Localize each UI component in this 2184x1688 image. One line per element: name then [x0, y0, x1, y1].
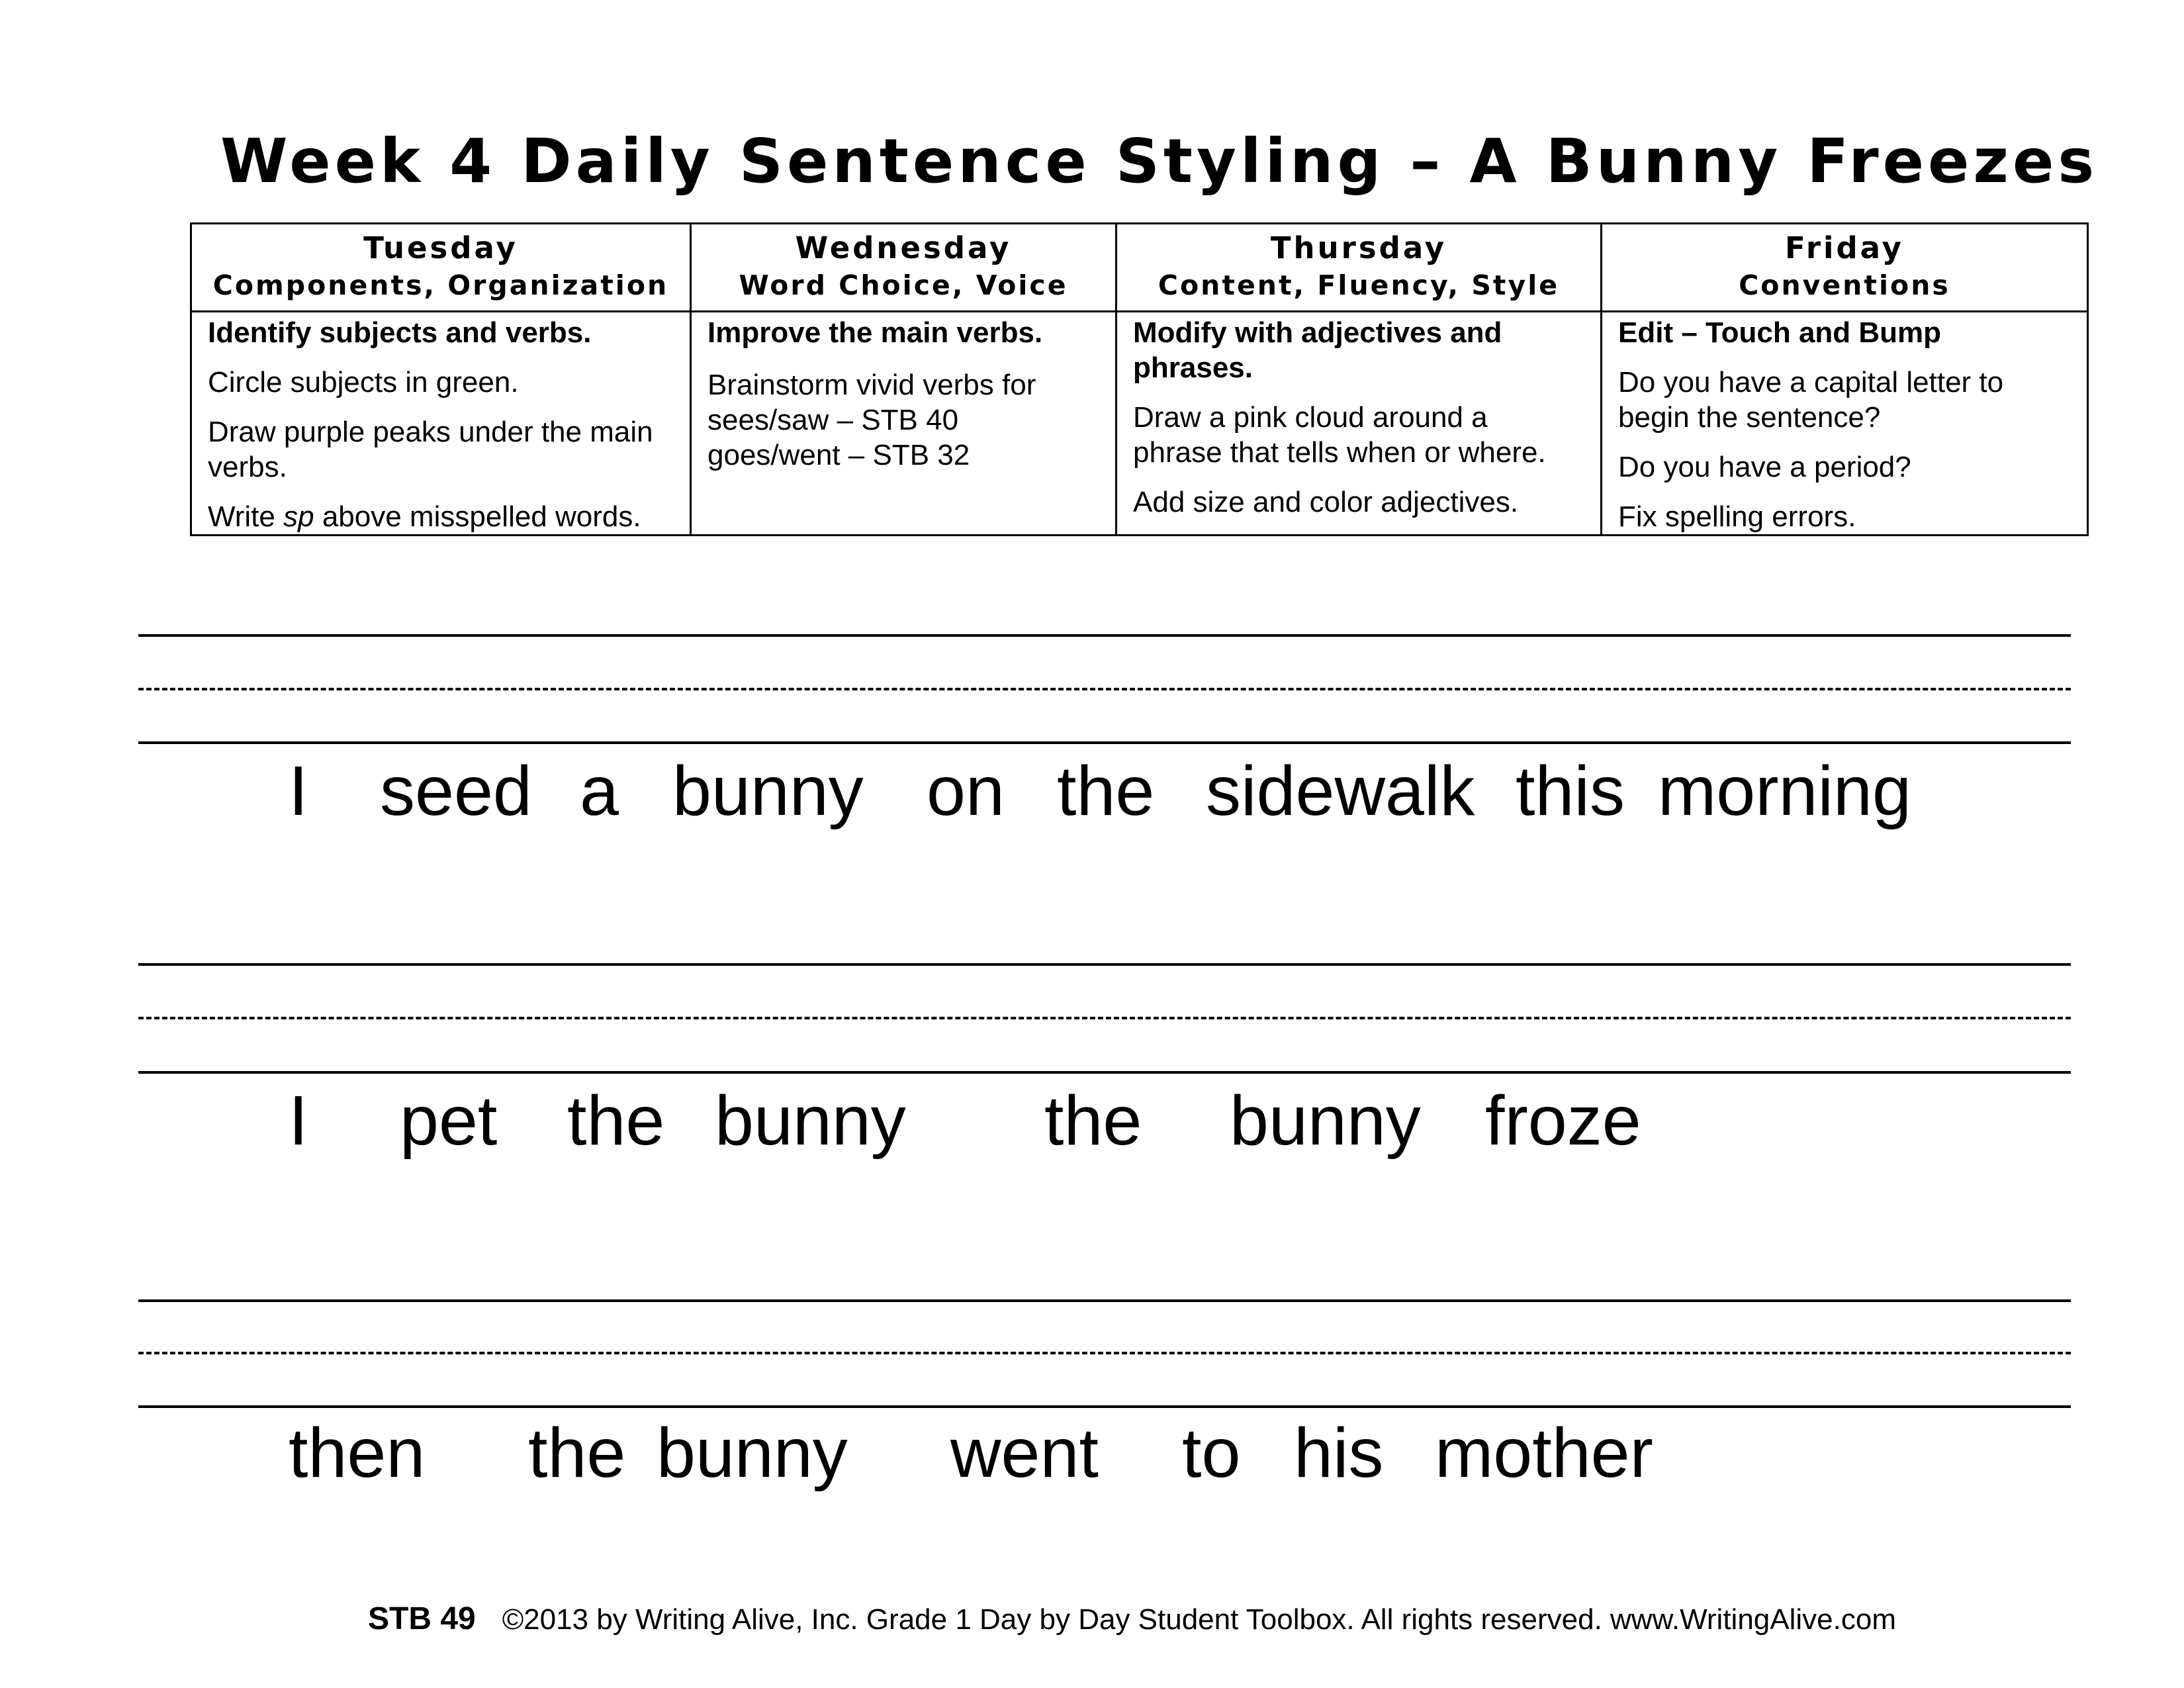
handwriting-top-line [138, 963, 2071, 966]
handwriting-base-line [138, 1405, 2071, 1408]
sentence-word: a [580, 752, 619, 830]
cell-heading: Edit – Touch and Bump [1618, 316, 1942, 349]
cell-line: Do you have a capital letter to begin the sentence? [1618, 366, 2004, 434]
day-label: Wednesday [795, 230, 1012, 265]
cell-line: Brainstorm vivid verbs for [707, 369, 1036, 401]
day-label: Thursday [1270, 230, 1447, 265]
cell-tuesday [191, 312, 691, 536]
cell-line: Draw a pink cloud around a phrase that tells when or where. [1133, 401, 1546, 469]
handwriting-base-line [138, 1071, 2071, 1074]
day-label: Friday [1784, 230, 1904, 265]
cell-line-write-sp [208, 499, 674, 534]
weekly-plan-table [190, 222, 2089, 536]
sentence-word: seed [380, 752, 532, 830]
cell-heading: Identify subjects and verbs. [208, 316, 592, 349]
handwriting-midline [138, 1017, 2071, 1019]
cell-line-suffix: above misspelled words. [322, 500, 641, 533]
cell-line: Do you have a period? [1618, 451, 1911, 483]
handwriting-midline [138, 1352, 2071, 1354]
sentence-word: the [1057, 752, 1155, 830]
sentence-word: mother [1435, 1414, 1653, 1492]
handwriting-midline [138, 688, 2071, 690]
sentence-word: this [1516, 752, 1625, 830]
footer [368, 1601, 1896, 1637]
handwriting-base-line [138, 741, 2071, 744]
page-code: STB 49 [368, 1601, 476, 1636]
sentence-word: then [289, 1414, 426, 1492]
day-label: Tuesday [363, 230, 518, 265]
sentence-word: morning [1658, 752, 1911, 830]
focus-label: Conventions [1739, 269, 1950, 301]
cell-heading: Modify with adjectives and phrases. [1133, 316, 1502, 384]
column-header-friday [1602, 224, 2088, 312]
cell-line: Add size and color adjectives. [1133, 486, 1519, 518]
column-header-tuesday [191, 224, 691, 312]
focus-label: Components, Organization [212, 269, 669, 301]
column-header-wednesday [691, 224, 1116, 312]
sentence-word: went [950, 1414, 1099, 1492]
sentence-word: pet [400, 1082, 498, 1160]
page-title: Week 4 Daily Sentence Styling – A Bunny Freezes [220, 126, 2099, 197]
sentence-word: the [528, 1414, 626, 1492]
sp-abbreviation: sp [283, 500, 314, 533]
cell-line: sees/saw – STB 40 [707, 404, 959, 436]
sentence-word: I [289, 1082, 308, 1160]
sentence-word: his [1294, 1414, 1384, 1492]
focus-label: Word Choice, Voice [739, 269, 1068, 301]
cell-line: Fix spelling errors. [1618, 500, 1856, 533]
cell-line: Draw purple peaks under the main verbs. [208, 416, 653, 483]
table-body-row [191, 312, 2088, 536]
cell-friday [1602, 312, 2088, 536]
sentence-word: I [289, 752, 308, 830]
cell-wednesday [691, 312, 1116, 536]
table-header-row [191, 224, 2088, 312]
column-header-thursday [1116, 224, 1602, 312]
cell-thursday [1116, 312, 1602, 536]
sentence-word: the [1044, 1082, 1142, 1160]
handwriting-top-line [138, 1299, 2071, 1302]
cell-line: Circle subjects in green. [208, 366, 519, 399]
focus-label: Content, Fluency, Style [1158, 269, 1560, 301]
sentence-word: bunny [657, 1414, 848, 1492]
copyright-text: ©2013 by Writing Alive, Inc. Grade 1 Day by Day Student Toolbox. All rights reserved. www.WritingAlive.com [502, 1603, 1896, 1636]
sentence-word: froze [1485, 1082, 1641, 1160]
sentence-word: bunny [1230, 1082, 1421, 1160]
sentence-word: bunny [672, 752, 864, 830]
handwriting-top-line [138, 634, 2071, 637]
sentence-word: to [1182, 1414, 1241, 1492]
sentence-word: the [567, 1082, 665, 1160]
cell-line: goes/went – STB 32 [707, 439, 970, 471]
sentence-word: sidewalk [1206, 752, 1475, 830]
cell-line-prefix: Write [208, 500, 275, 533]
cell-heading: Improve the main verbs. [707, 316, 1043, 349]
sentence-word: bunny [715, 1082, 906, 1160]
sentence-word: on [927, 752, 1005, 830]
